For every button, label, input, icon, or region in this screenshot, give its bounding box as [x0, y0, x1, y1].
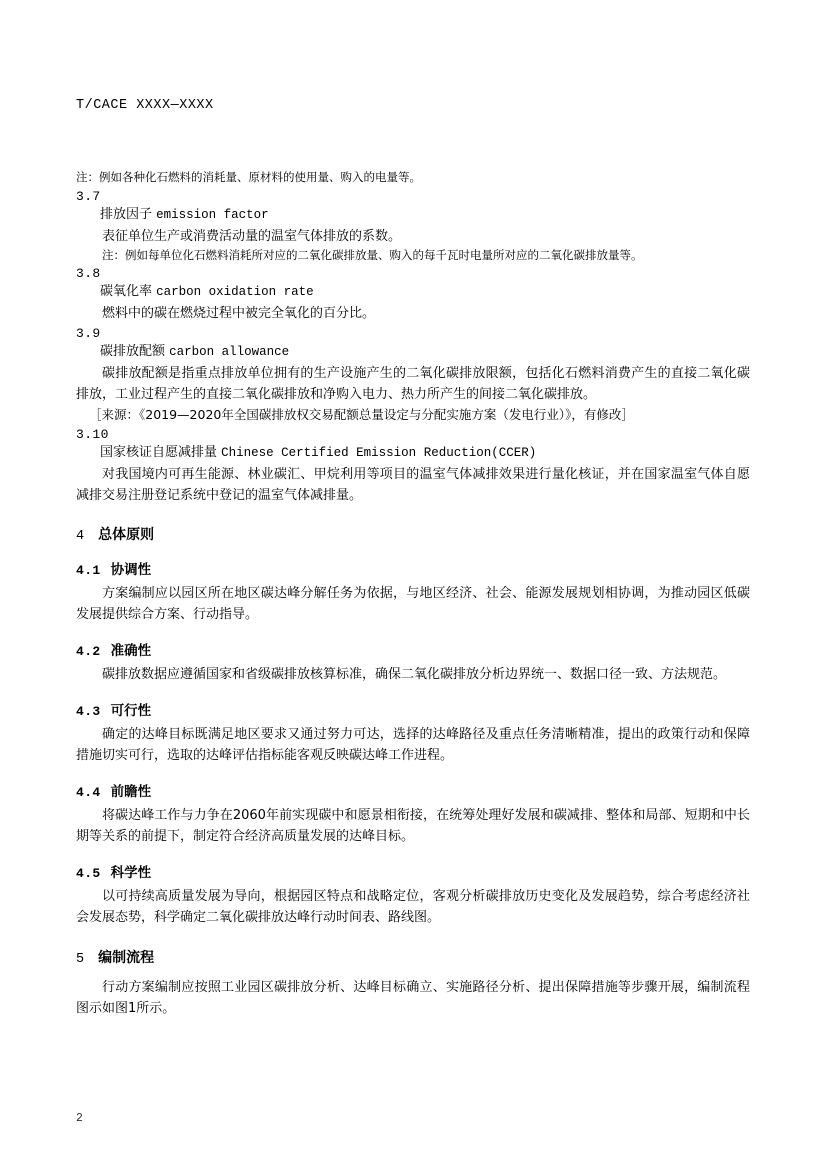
term-definition: 燃料中的碳在燃烧过程中被完全氧化的百分比。 — [102, 306, 376, 322]
term-block-3-7 — [76, 169, 750, 264]
clause-number: 3.7 — [76, 188, 101, 204]
subsection-text: 确定的达峰目标既满足地区要求又通过努力可达，选择的达峰路径及重点任务清晰精准，提出的政策行动和保障措施切实可行，选取的达峰评估指标能客观反映碳达峰工作进程。 — [76, 727, 750, 764]
subsection-number: 4.3 — [76, 704, 101, 720]
subsection-number: 4.5 — [76, 866, 101, 882]
section-title: 编制流程 — [98, 949, 155, 966]
subsection-number: 4.4 — [76, 785, 101, 801]
section-heading-4 — [76, 524, 750, 544]
note-text: 注：例如各种化石燃料的消耗量、原材料的使用量、购入的电量等。 — [76, 170, 421, 184]
page-number: 2 — [76, 1112, 83, 1125]
subsection-title: 前瞻性 — [110, 784, 152, 801]
subsection-title: 科学性 — [110, 865, 152, 882]
note-text: 注：例如每单位化石燃料消耗所对应的二氧化碳排放量、购入的每千瓦时电量所对应的二氧化碳排放量等。 — [102, 247, 643, 262]
subsection-title: 准确性 — [110, 643, 152, 660]
subsection-text: 将碳达峰工作与力争在2060年前实现碳中和愿景相衔接，在统筹处理好发展和碳减排、整体和局部、短期和中长期等关系的前提下，制定符合经济高质量发展的达峰目标。 — [76, 808, 750, 845]
subsection-heading-4-1 — [76, 558, 750, 578]
term-title-en: carbon oxidation rate — [156, 285, 314, 300]
term-source: ［来源：《2019—2020年全国碳排放权交易配额总量设定与分配实施方案（发电行业）》，有修改］ — [89, 407, 634, 423]
subsection-heading-4-4 — [76, 780, 750, 800]
term-block-3-9 — [76, 326, 750, 425]
page-content — [76, 98, 750, 1019]
clause-number: 3.8 — [76, 266, 101, 282]
term-title — [100, 282, 750, 303]
subsection-heading-4-2 — [76, 639, 750, 659]
term-block-3-8 — [76, 266, 750, 324]
term-block-3-10 — [76, 427, 750, 506]
term-title-cn: 碳氧化率 — [100, 284, 153, 300]
section-title: 总体原则 — [98, 527, 155, 544]
section-number: 4 — [76, 529, 85, 545]
term-title-cn: 排放因子 — [100, 206, 153, 222]
subsection-heading-4-3 — [76, 699, 750, 719]
term-title-en: carbon allowance — [169, 345, 290, 360]
section-number: 5 — [76, 951, 85, 967]
subsection-heading-4-5 — [76, 861, 750, 881]
term-title-cn: 国家核证自愿减排量 — [100, 445, 218, 461]
subsection-title: 可行性 — [110, 703, 152, 720]
subsection-number: 4.1 — [76, 563, 101, 579]
standard-code-header: T/CACE XXXX—XXXX — [76, 98, 214, 113]
term-title — [100, 443, 750, 464]
term-title — [100, 342, 750, 363]
subsection-text: 方案编制应以园区所在地区碳达峰分解任务为依据，与地区经济、社会、能源发展规划相协调，为推动园区低碳发展提供综合方案、行动指导。 — [76, 586, 750, 623]
term-definition: 表征单位生产或消费活动量的温室气体排放的系数。 — [102, 228, 402, 244]
term-title-en: Chinese Certified Emission Reduction(CCER) — [221, 446, 537, 461]
clause-number: 3.9 — [76, 326, 101, 342]
section-text: 行动方案编制应按照工业园区碳排放分析、达峰目标确立、实施路径分析、提出保障措施等步骤开展，编制流程图示如图1所示。 — [76, 979, 750, 1016]
term-definition: 对我国境内可再生能源、林业碳汇、甲烷利用等项目的温室气体减排效果进行量化核证，并在国家温室气体自愿减排交易注册登记系统中登记的温室气体减排量。 — [76, 467, 750, 504]
term-definition: 碳排放配额是指重点排放单位拥有的生产设施产生的二氧化碳排放限额，包括化石燃料消费产生的直接二氧化碳排放，工业过程产生的直接二氧化碳排放和净购入电力、热力所产生的间接二氧化碳排放。 — [76, 366, 750, 403]
term-title — [100, 205, 750, 226]
subsection-number: 4.2 — [76, 644, 101, 660]
section-heading-5 — [76, 947, 750, 967]
clause-number: 3.10 — [76, 427, 109, 443]
subsection-text: 碳排放数据应遵循国家和省级碳排放核算标准，确保二氧化碳排放分析边界统一、数据口径一致、方法规范。 — [102, 667, 727, 683]
term-title-en: emission factor — [156, 207, 269, 222]
subsection-title: 协调性 — [110, 562, 152, 579]
term-title-cn: 碳排放配额 — [100, 344, 166, 360]
subsection-text: 以可持续高质量发展为导向，根据园区特点和战略定位，客观分析碳排放历史变化及发展趋势，综合考虑经济社会发展态势，科学确定二氧化碳排放达峰行动时间表、路线图。 — [76, 889, 750, 926]
